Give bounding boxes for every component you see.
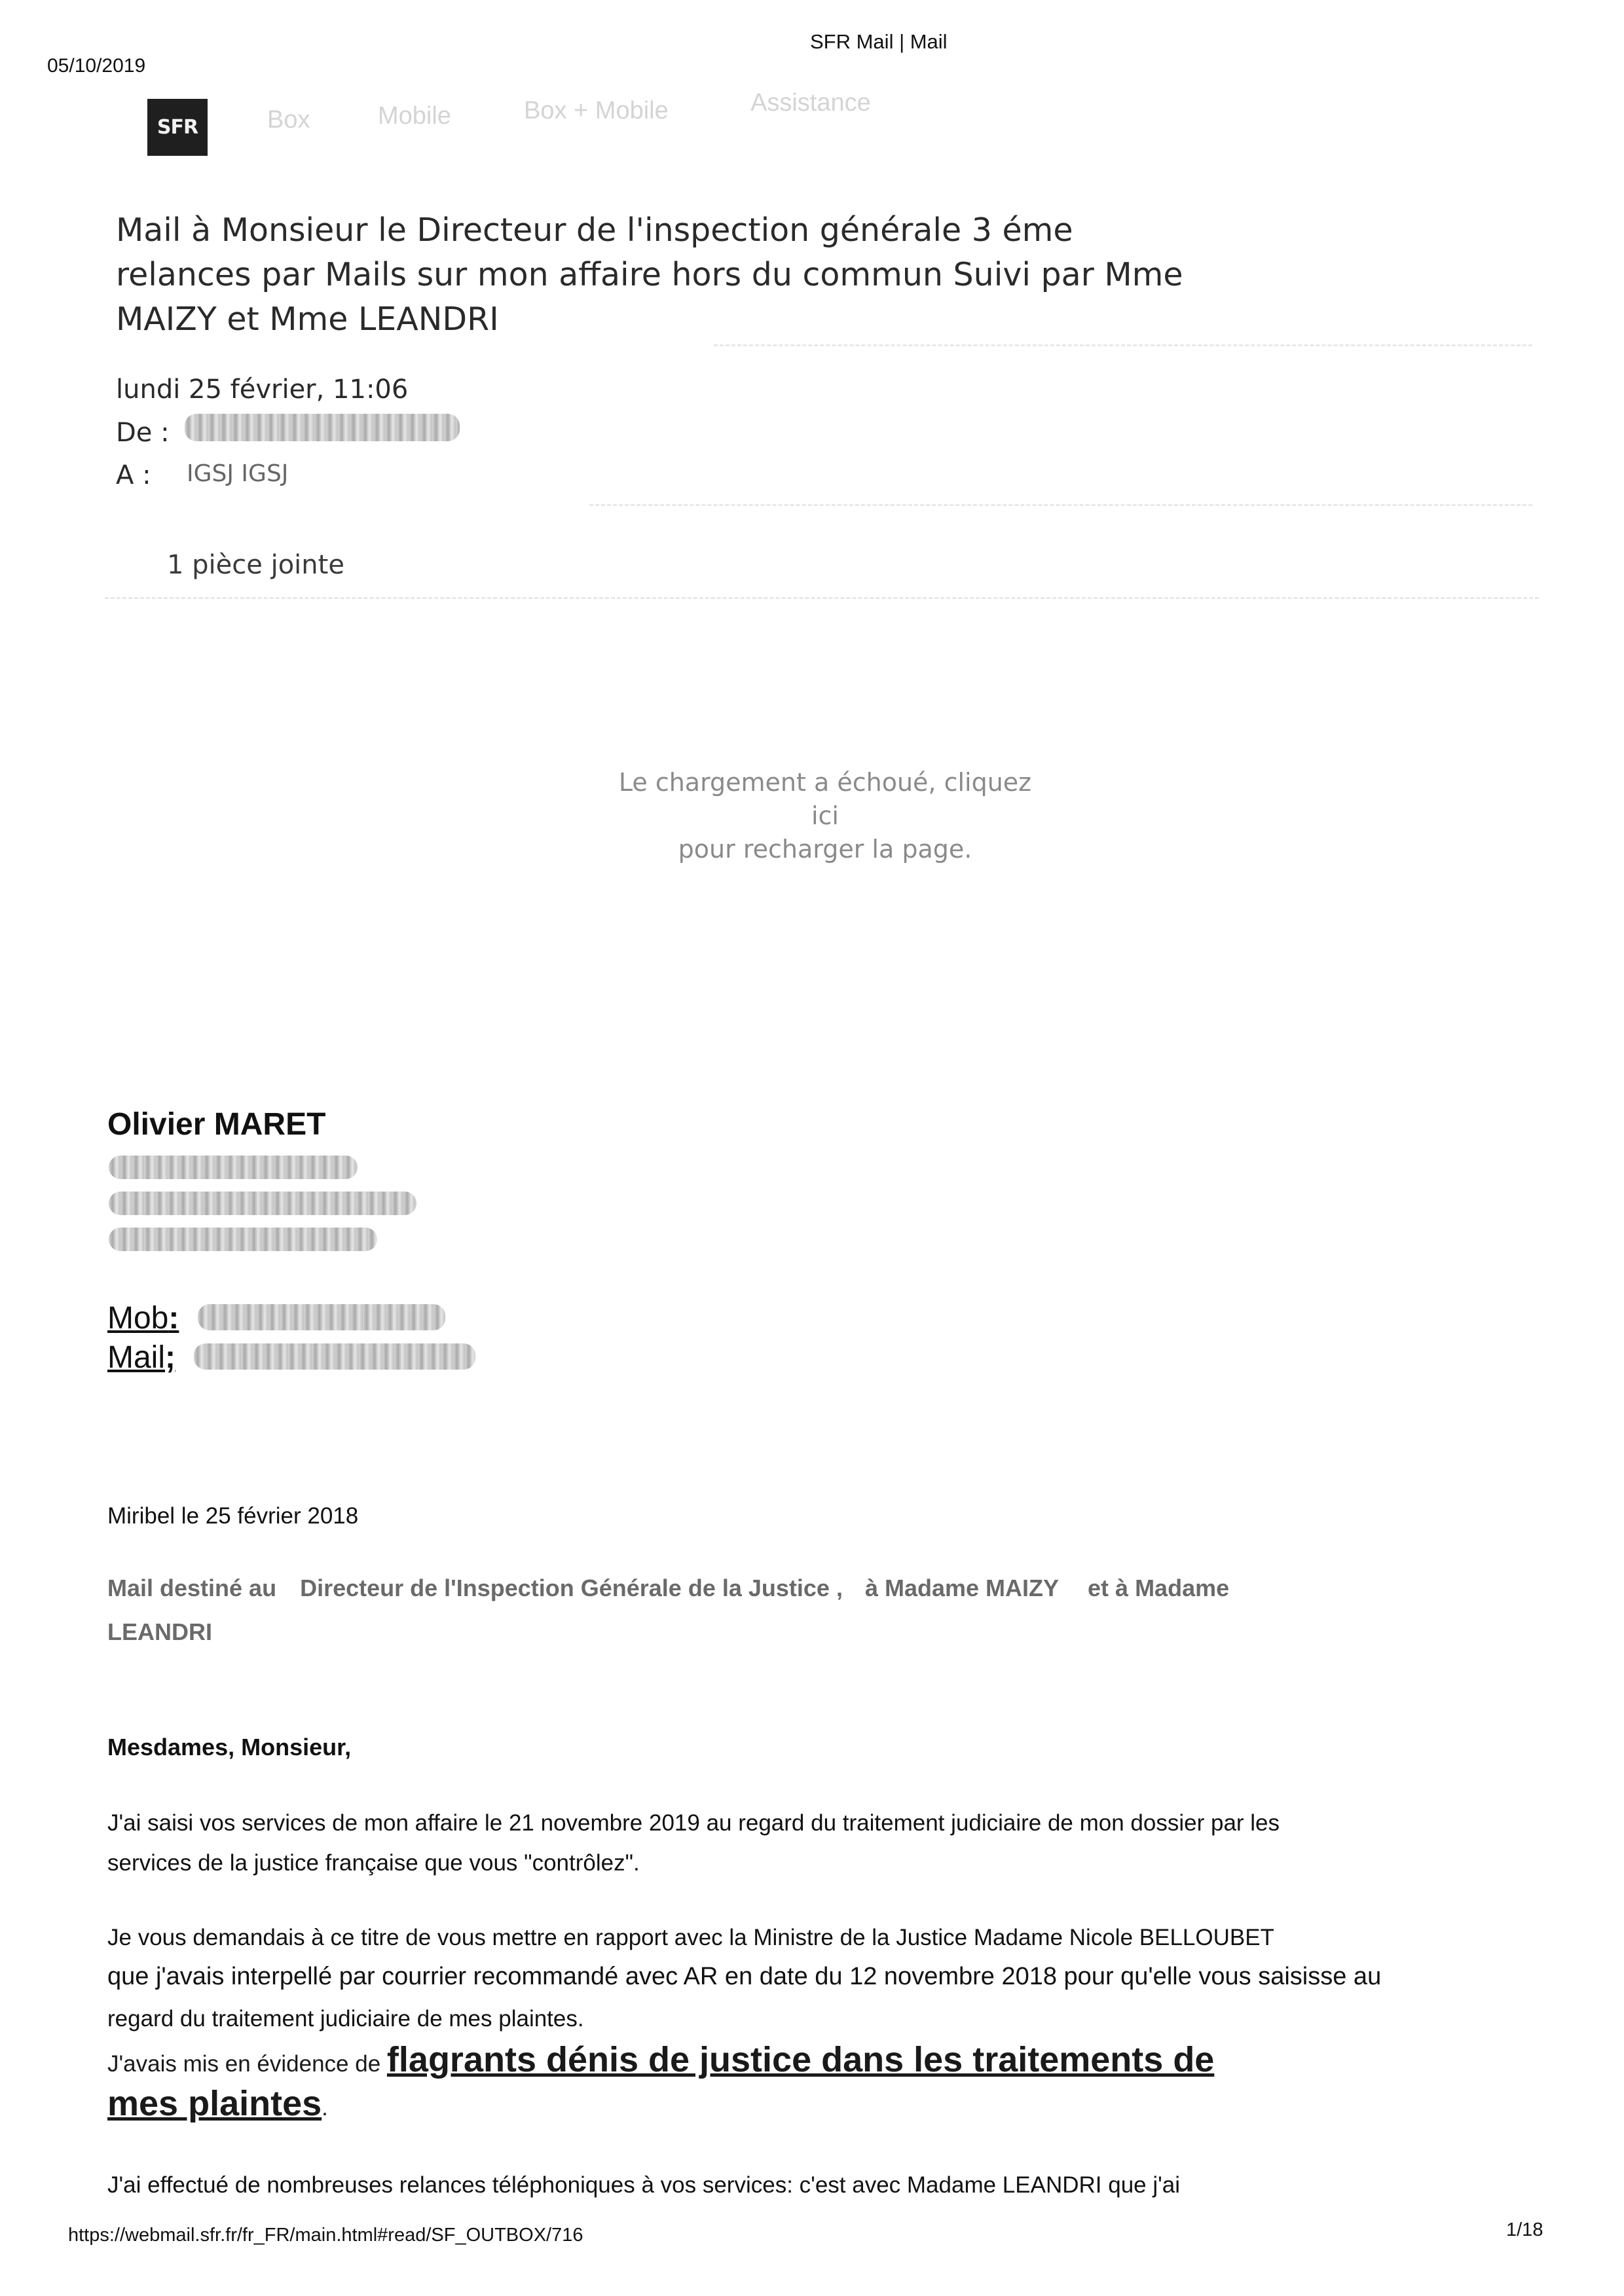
- paragraph-text: J'avais mis en évidence de: [107, 2051, 381, 2077]
- redacted-email: [194, 1343, 475, 1370]
- salutation: Mesdames, Monsieur,: [107, 1734, 352, 1760]
- print-date: 05/10/2019: [47, 55, 146, 77]
- divider: [589, 504, 1532, 506]
- mob-label: Mob:: [107, 1301, 179, 1336]
- sender-name: Olivier MARET: [107, 1107, 326, 1142]
- reload-text: pour recharger la page.: [678, 835, 972, 864]
- emphasis-paragraph-2: [107, 2083, 328, 2124]
- redacted-address-line: [109, 1192, 416, 1215]
- emphasis-text: flagrants dénis de justice dans les traitements de: [386, 2040, 1215, 2079]
- reload-text: Le chargement a échoué, cliquez: [618, 768, 1032, 797]
- redacted-address-line: [109, 1228, 377, 1251]
- nav-mobile[interactable]: Mobile: [378, 102, 451, 130]
- recipient[interactable]: IGSJ IGSJ: [187, 460, 289, 487]
- subject-line: relances par Mails sur mon affaire hors du commun Suivi par Mme: [116, 256, 1183, 293]
- dest-part: à Madame MAIZY: [864, 1575, 1060, 1601]
- recipient-line-2: LEANDRI: [107, 1618, 212, 1645]
- print-page-number: 1/18: [1506, 2219, 1543, 2240]
- from-label: De :: [116, 418, 170, 448]
- paragraph-line: Je vous demandais à ce titre de vous mettre en rapport avec la Ministre de la Justice Madame Nicole BELLOUBET: [107, 1925, 1274, 1950]
- nav-box-mobile[interactable]: Box + Mobile: [524, 97, 669, 124]
- emphasis-paragraph: [107, 2039, 1214, 2080]
- paragraph-line: services de la justice française que vous "contrôlez".: [107, 1850, 640, 1876]
- mail-label: Mail;: [107, 1340, 175, 1375]
- emphasis-text: mes plaintes: [107, 2084, 322, 2123]
- print-url: https://webmail.sfr.fr/fr_FR/main.html#read/SF_OUTBOX/716: [68, 2225, 583, 2246]
- message-date: lundi 25 février, 11:06: [116, 374, 409, 405]
- attachment-count[interactable]: 1 pièce jointe: [167, 550, 344, 580]
- paragraph-text: .: [322, 2095, 328, 2121]
- print-page-title: SFR Mail | Mail: [810, 30, 948, 53]
- message-subject: [116, 208, 1229, 342]
- redacted-sender-email: [185, 414, 460, 441]
- recipient-line: [107, 1575, 1229, 1602]
- paragraph-line: que j'avais interpellé par courrier recommandé avec AR en date du 12 novembre 2018 pour qu'elle vous saisisse au: [107, 1963, 1382, 1990]
- sfr-logo[interactable]: SFR: [147, 99, 208, 156]
- reload-message: [537, 766, 1113, 866]
- dest-part: et à Madame: [1088, 1575, 1230, 1601]
- subject-line: MAIZY et Mme LEANDRI: [116, 301, 499, 338]
- subject-line: Mail à Monsieur le Directeur de l'inspection générale 3 éme: [116, 211, 1073, 249]
- reload-link[interactable]: ici: [811, 801, 839, 830]
- divider: [714, 344, 1532, 346]
- nav-assistance[interactable]: Assistance: [750, 89, 871, 117]
- to-label: A :: [116, 460, 151, 490]
- divider: [105, 597, 1539, 599]
- dest-part: Mail destiné au: [107, 1575, 277, 1601]
- redacted-phone: [198, 1304, 445, 1330]
- paragraph-line: J'ai saisi vos services de mon affaire le 21 novembre 2019 au regard du traitement judiciaire de mon dossier par les: [107, 1810, 1280, 1836]
- paragraph-line: J'ai effectué de nombreuses relances téléphoniques à vos services: c'est avec Madame LEANDRI que j'ai: [107, 2172, 1181, 2198]
- place-date: Miribel le 25 février 2018: [107, 1503, 359, 1529]
- dest-part: Directeur de l'Inspection Générale de la Justice ,: [300, 1575, 843, 1601]
- paragraph-line: regard du traitement judiciaire de mes plaintes.: [107, 2006, 584, 2032]
- nav-box[interactable]: Box: [267, 106, 310, 134]
- redacted-address-line: [109, 1156, 358, 1179]
